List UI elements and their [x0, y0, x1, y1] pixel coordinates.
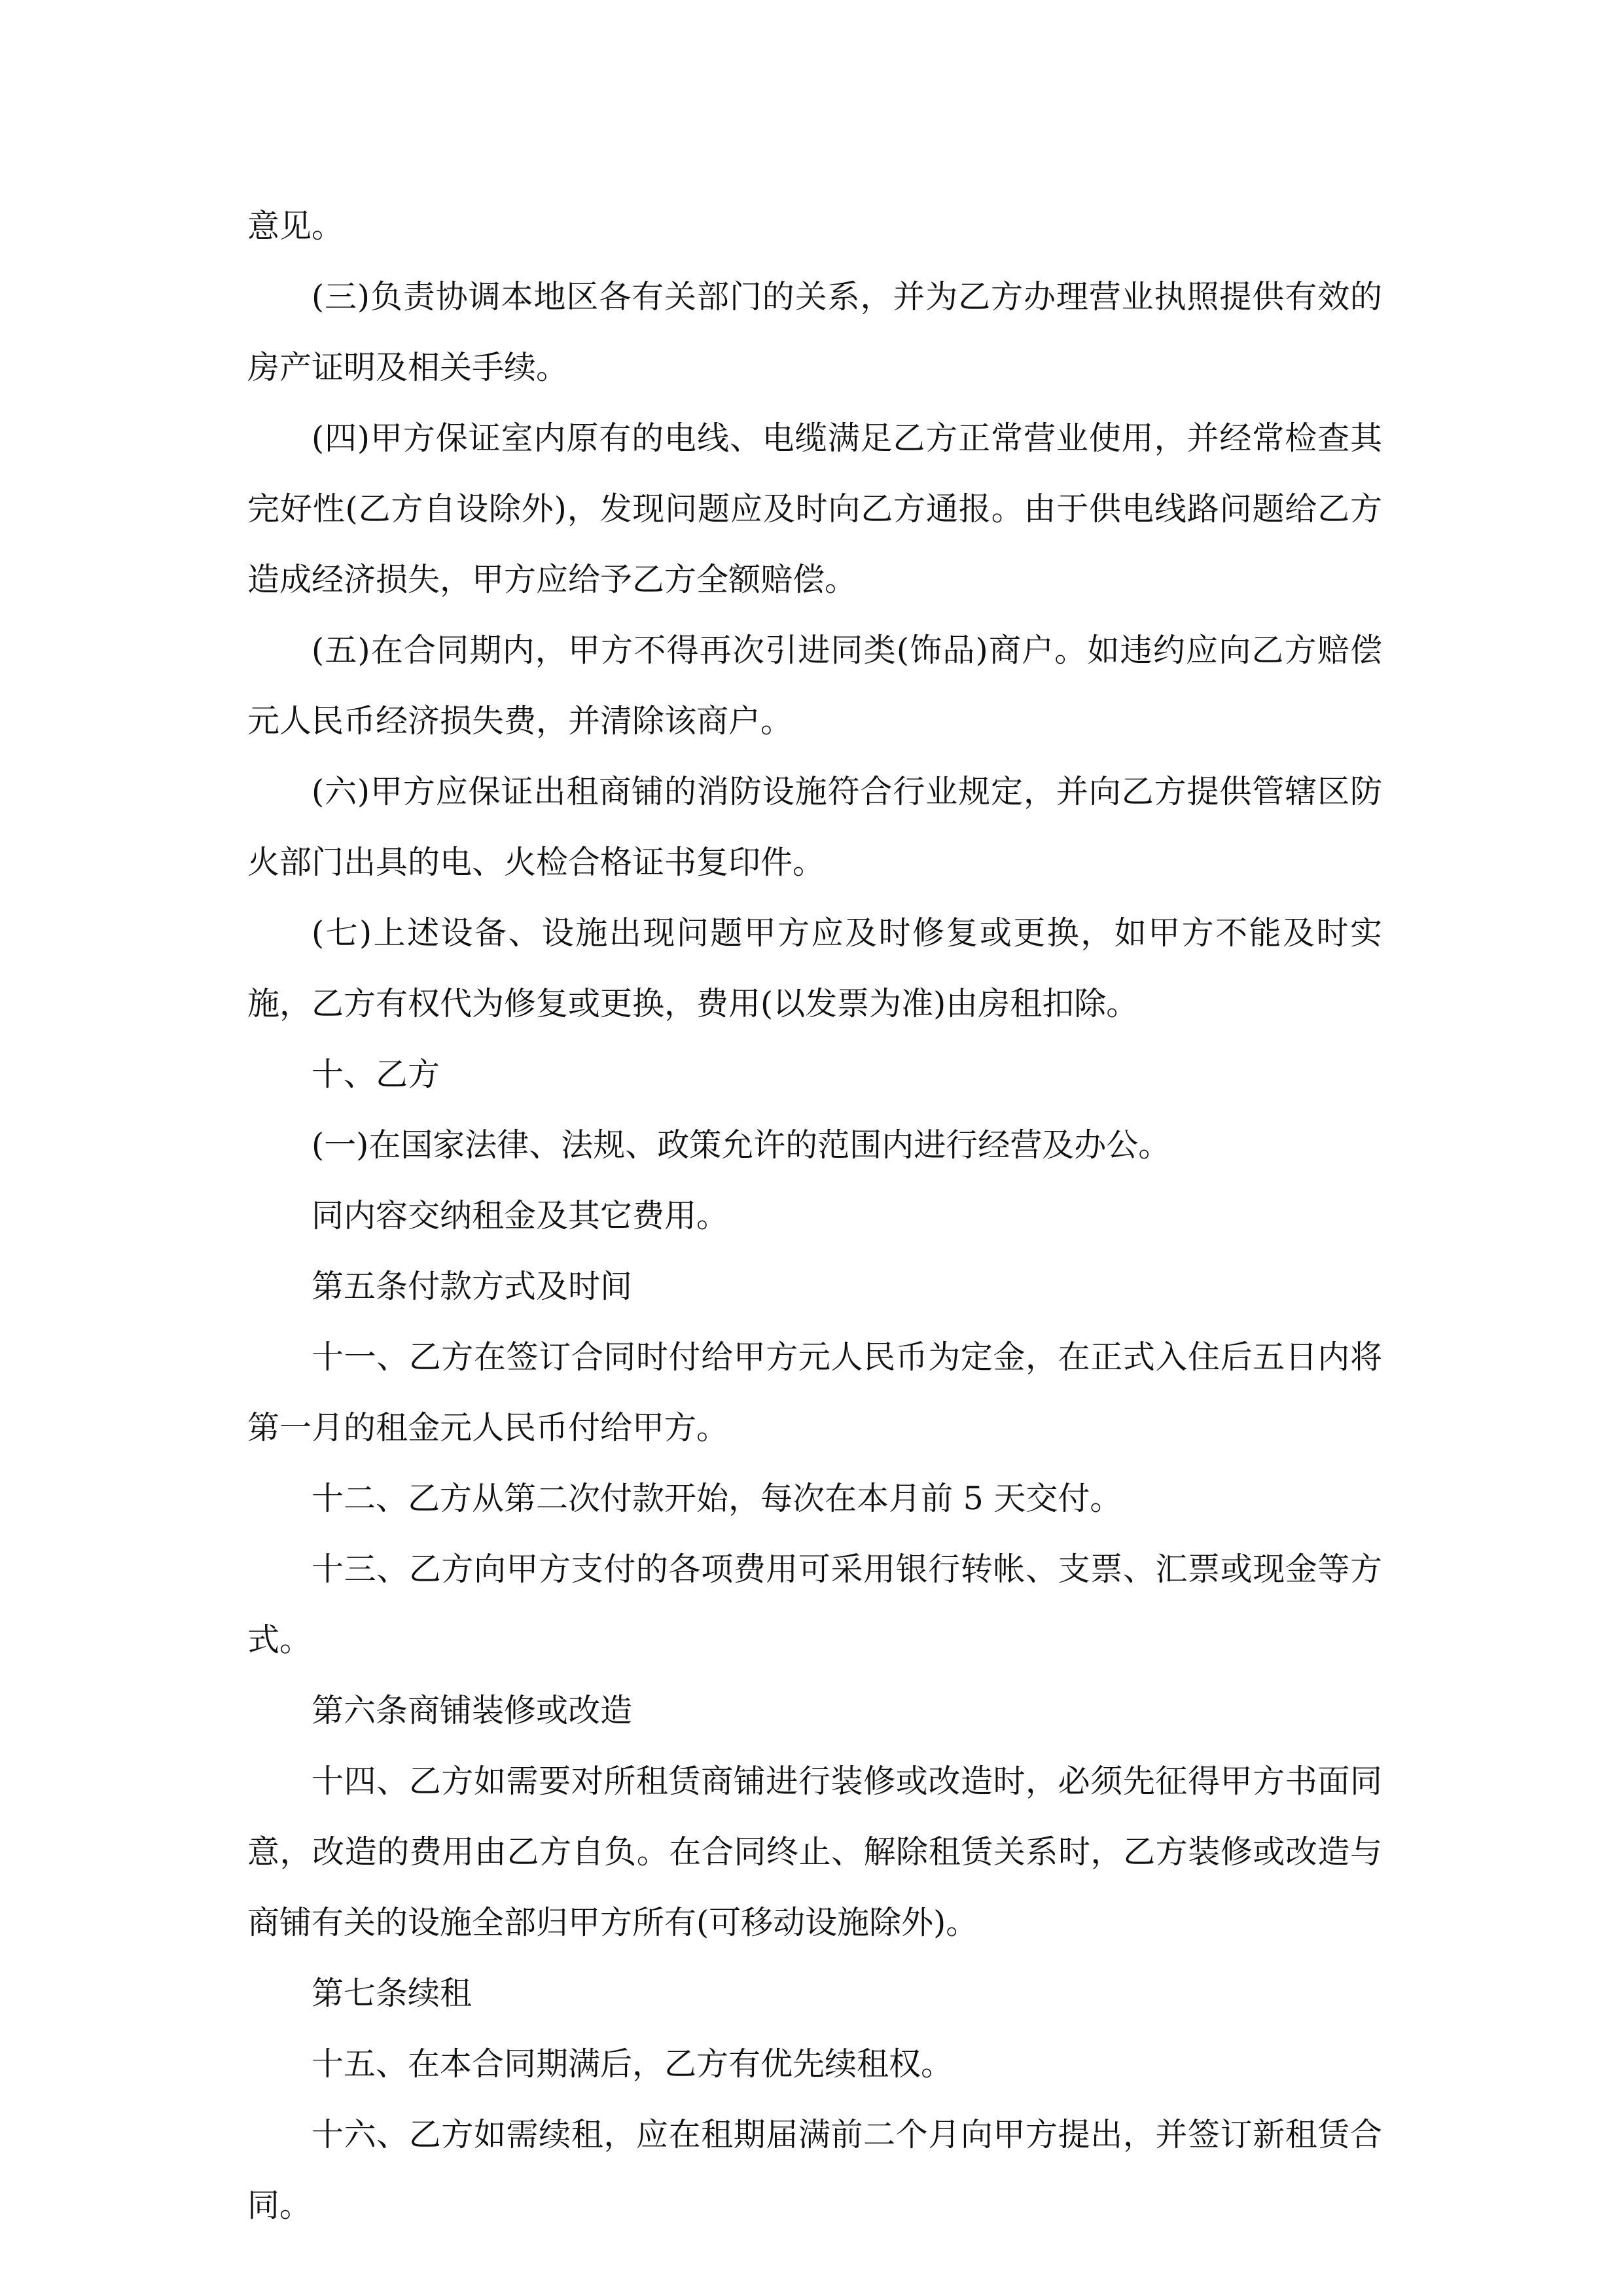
paragraph-clause-5: (五)在合同期内，甲方不得再次引进同类(饰品)商户。如违约应向乙方赔偿元人民币经济损失费，并清除该商户。	[247, 632, 1382, 740]
article-heading-6: 第六条商铺装修或改造	[312, 1692, 633, 1729]
paragraph-clause-3: (三)负责协调本地区各有关部门的关系，并为乙方办理营业执照提供有效的房产证明及相关手续。	[247, 278, 1382, 386]
paragraph-party-b-1: (一)在国家法律、法规、政策允许的范围内进行经营及办公。	[312, 1126, 1171, 1164]
paragraph-item-15: 十五、在本合同期满后，乙方有优先续租权。	[312, 2045, 954, 2083]
paragraph-item-16: 十六、乙方如需续租，应在租期届满前二个月向甲方提出，并签订新租赁合同。	[247, 2116, 1382, 2224]
paragraph-item-12: 十二、乙方从第二次付款开始，每次在本月前 5 天交付。	[312, 1480, 1122, 1517]
document-body	[247, 191, 1382, 2241]
paragraph-clause-4: (四)甲方保证室内原有的电线、电缆满足乙方正常营业使用，并经常检查其完好性(乙方自设除外)，发现问题应及时向乙方通报。由于供电线路问题给乙方造成经济损失，甲方应给予乙方全额赔偿。	[247, 420, 1383, 598]
paragraph-item-11: 十一、乙方在签订合同时付给甲方元人民币为定金，在正式入住后五日内将第一月的租金元人民币付给甲方。	[247, 1338, 1382, 1446]
paragraph-clause-6: (六)甲方应保证出租商铺的消防设施符合行业规定，并向乙方提供管辖区防火部门出具的电、火检合格证书复印件。	[247, 773, 1382, 881]
section-heading-party-b: 十、乙方	[312, 1056, 440, 1093]
article-heading-5: 第五条付款方式及时间	[312, 1268, 633, 1305]
paragraph-item-14: 十四、乙方如需要对所租赁商铺进行装修或改造时，必须先征得甲方书面同意，改造的费用由乙方自负。在合同终止、解除租赁关系时，乙方装修或改造与商铺有关的设施全部归甲方所有(可移动设施除外)。	[247, 1763, 1382, 1941]
paragraph-clause-7: (七)上述设备、设施出现问题甲方应及时修复或更换，如甲方不能及时实施，乙方有权代为修复或更换，费用(以发票为准)由房租扣除。	[247, 914, 1382, 1022]
paragraph-item-13: 十三、乙方向甲方支付的各项费用可采用银行转帐、支票、汇票或现金等方式。	[247, 1551, 1382, 1659]
article-heading-7: 第七条续租	[312, 1975, 473, 2012]
paragraph-continuation: 意见。	[247, 207, 344, 245]
paragraph-rent-payment: 同内容交纳租金及其它费用。	[312, 1197, 729, 1234]
